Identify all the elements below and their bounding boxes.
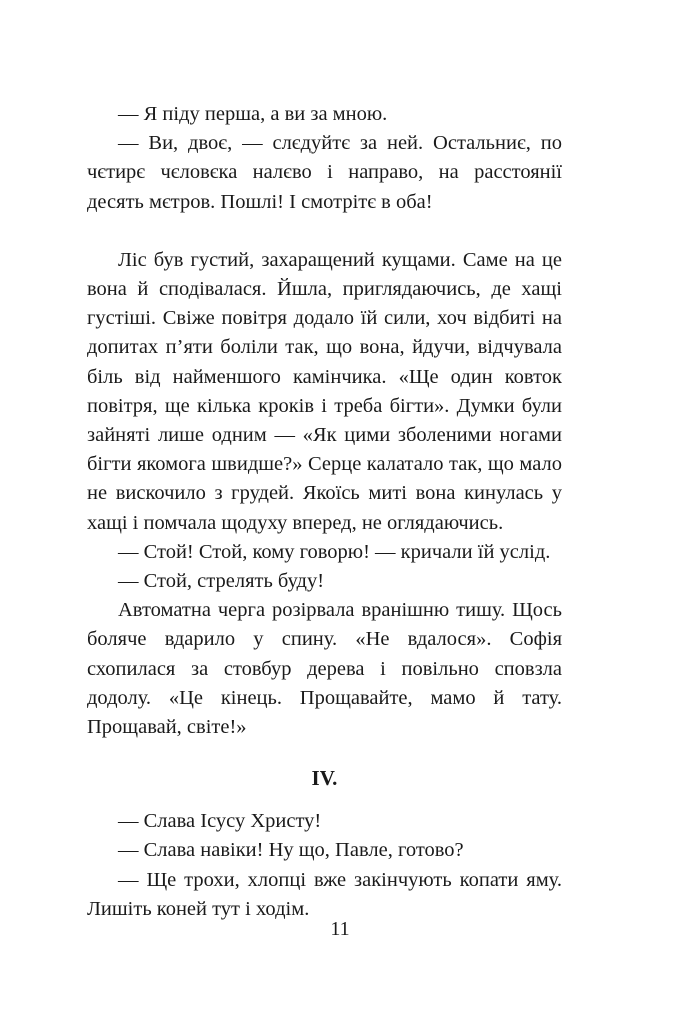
paragraph: — Слава Ісусу Христу! <box>118 810 322 833</box>
paragraph: — Ви, двоє, — слєдуйтє за ней. Остальниє, по чєтирє чєловєка налєво і направо, на расстоянії десять мєтров. Пошлі! І смотрітє в оба! <box>87 132 562 213</box>
page-number: 11 <box>330 918 350 940</box>
paragraph: Автоматна черга розірвала вранішню тишу. Щось боляче вдарило у спину. «Не вдалося». Софія схопилася за стовбур дерева і повільно сповзла додолу. «Це кінець. Прощавайте, мамо й тату. Прощавай, світе!» <box>87 599 562 739</box>
paragraph: — Я піду перша, а ви за мною. <box>118 103 388 125</box>
paragraph: — Стой, стрелять буду! <box>118 570 325 593</box>
paragraph: — Ще трохи, хлопці вже закінчують копати яму. Лишіть коней тут і ходім. <box>87 868 562 920</box>
page-body <box>87 100 562 924</box>
chapter-heading: IV. <box>311 766 338 791</box>
section-break <box>87 217 562 246</box>
paragraph: — Слава навіки! Ну що, Павле, готово? <box>118 839 464 862</box>
paragraph: — Стой! Стой, кому говорю! — кричали їй услід. <box>118 540 551 563</box>
paragraph: Ліс був густий, захаращений кущами. Саме на це вона й сподівалася. Йшла, приглядаючись, де хащі густіші. Свіже повітря додало їй сили, хоч відбиті на допитах п’яти боліли так, що вона, йдучи, відчувала біль від найменшого камінчика. «Ще один ковток повітря, ще кілька кроків і треба бігти». Думки були зайняті лише одним — «Як цими зболеними ногами бігти якомога швидше?» Серце калатало так, що мало не вискочило з грудей. Якоїсь миті вона кинулась у хащі і помчала щодуху вперед, не оглядаючись. <box>87 248 562 534</box>
